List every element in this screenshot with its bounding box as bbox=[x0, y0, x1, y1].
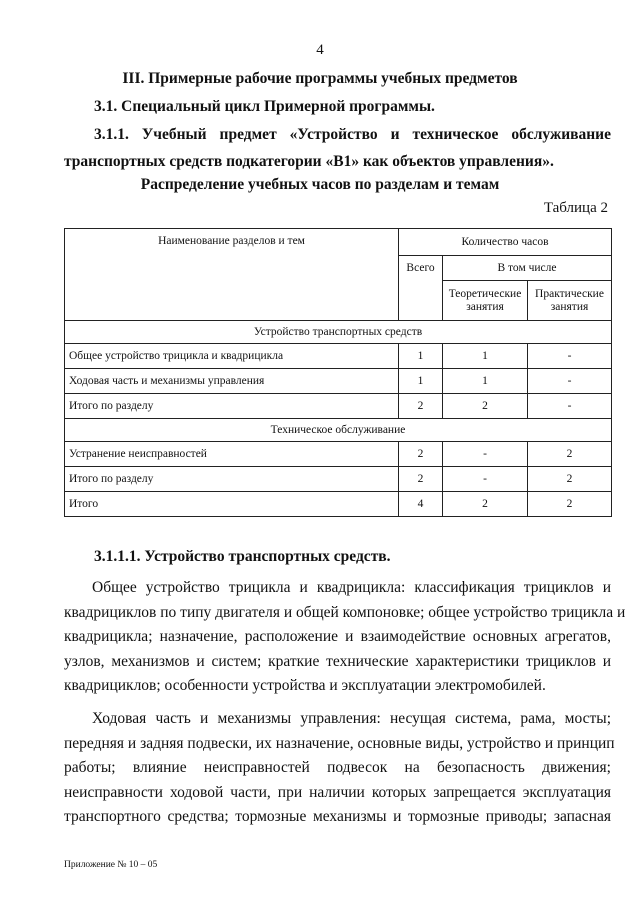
table-row bbox=[65, 492, 612, 517]
table-row bbox=[65, 442, 612, 467]
paragraph-line: неисправности ходовой части, при наличии которых запрещается эксплуатация bbox=[64, 783, 611, 801]
table-row bbox=[65, 394, 612, 419]
paragraph-line: передняя и задняя подвески, их назначение, основные виды, устройство и принцип bbox=[64, 734, 615, 752]
row-name: Итого по разделу bbox=[65, 467, 399, 492]
table-row bbox=[65, 344, 612, 369]
row-theory: 2 bbox=[443, 492, 528, 517]
header-theory: Теоретические занятия bbox=[443, 281, 528, 321]
row-name: Общее устройство трицикла и квадрицикла bbox=[65, 344, 399, 369]
row-total: 1 bbox=[399, 344, 443, 369]
row-practice: 2 bbox=[528, 442, 612, 467]
row-total: 4 bbox=[399, 492, 443, 517]
subsection-title: 3.1. Специальный цикл Примерной программы. bbox=[94, 98, 435, 115]
header-practice: Практические занятия bbox=[528, 281, 612, 321]
row-total: 2 bbox=[399, 394, 443, 419]
section-title: III. Примерные рабочие программы учебных предметов bbox=[122, 70, 518, 87]
row-total: 1 bbox=[399, 369, 443, 394]
header-total: Всего bbox=[399, 256, 443, 321]
row-name: Итого по разделу bbox=[65, 394, 399, 419]
row-name: Итого bbox=[65, 492, 399, 517]
paragraph-line: транспортного средства; тормозные механизмы и тормозные приводы; запасная bbox=[64, 808, 611, 825]
paragraph-line: Общее устройство трицикла и квадрицикла: классификация трициклов и bbox=[92, 579, 611, 596]
row-theory: - bbox=[443, 442, 528, 467]
table-row bbox=[65, 369, 612, 394]
row-practice: 2 bbox=[528, 467, 612, 492]
row-name: Устранение неисправностей bbox=[65, 442, 399, 467]
subject-title-line2: транспортных средств подкатегории «B1» как объектов управления». bbox=[64, 153, 554, 170]
header-including: В том числе bbox=[443, 256, 612, 281]
section-row-transport: Устройство транспортных средств bbox=[65, 321, 612, 344]
section-row-maintenance: Техническое обслуживание bbox=[65, 419, 612, 442]
paragraph-line: работы; влияние неисправностей подвесок на безопасность движения; bbox=[64, 759, 611, 776]
table-row bbox=[65, 467, 612, 492]
header-name: Наименование разделов и тем bbox=[65, 229, 399, 321]
row-practice: - bbox=[528, 369, 612, 394]
distribution-title: Распределение учебных часов по разделам и темам bbox=[140, 176, 500, 193]
paragraph-general-device bbox=[64, 576, 626, 699]
paragraph-line: квадрициклов по типу двигателя и общей компоновке; общее устройство трицикла и bbox=[64, 603, 626, 621]
footer-appendix-number: Приложение № 10 – 05 bbox=[64, 860, 158, 870]
row-theory: - bbox=[443, 467, 528, 492]
page-number: 4 bbox=[316, 42, 324, 58]
row-practice: 2 bbox=[528, 492, 612, 517]
topic-heading: 3.1.1.1. Устройство транспортных средств. bbox=[94, 548, 391, 565]
hours-table bbox=[64, 228, 612, 517]
paragraph-line: Ходовая часть и механизмы управления: несущая система, рама, мосты; bbox=[92, 710, 611, 727]
row-theory: 2 bbox=[443, 394, 528, 419]
row-theory: 1 bbox=[443, 369, 528, 394]
paragraph-chassis bbox=[64, 707, 615, 830]
subject-title-line1: 3.1.1. Учебный предмет «Устройство и техническое обслуживание bbox=[94, 126, 611, 143]
table-caption: Таблица 2 bbox=[543, 200, 608, 216]
row-total: 2 bbox=[399, 467, 443, 492]
header-hours: Количество часов bbox=[399, 229, 612, 256]
paragraph-line: квадрициклов; особенности устройства и эксплуатации электромобилей. bbox=[64, 677, 546, 694]
row-practice: - bbox=[528, 394, 612, 419]
row-name: Ходовая часть и механизмы управления bbox=[65, 369, 399, 394]
paragraph-line: квадрицикла; назначение, расположение и взаимодействие основных агрегатов, bbox=[64, 628, 611, 645]
paragraph-line: узлов, механизмов и систем; краткие технические характеристики трициклов и bbox=[64, 652, 611, 670]
row-theory: 1 bbox=[443, 344, 528, 369]
row-total: 2 bbox=[399, 442, 443, 467]
row-practice: - bbox=[528, 344, 612, 369]
